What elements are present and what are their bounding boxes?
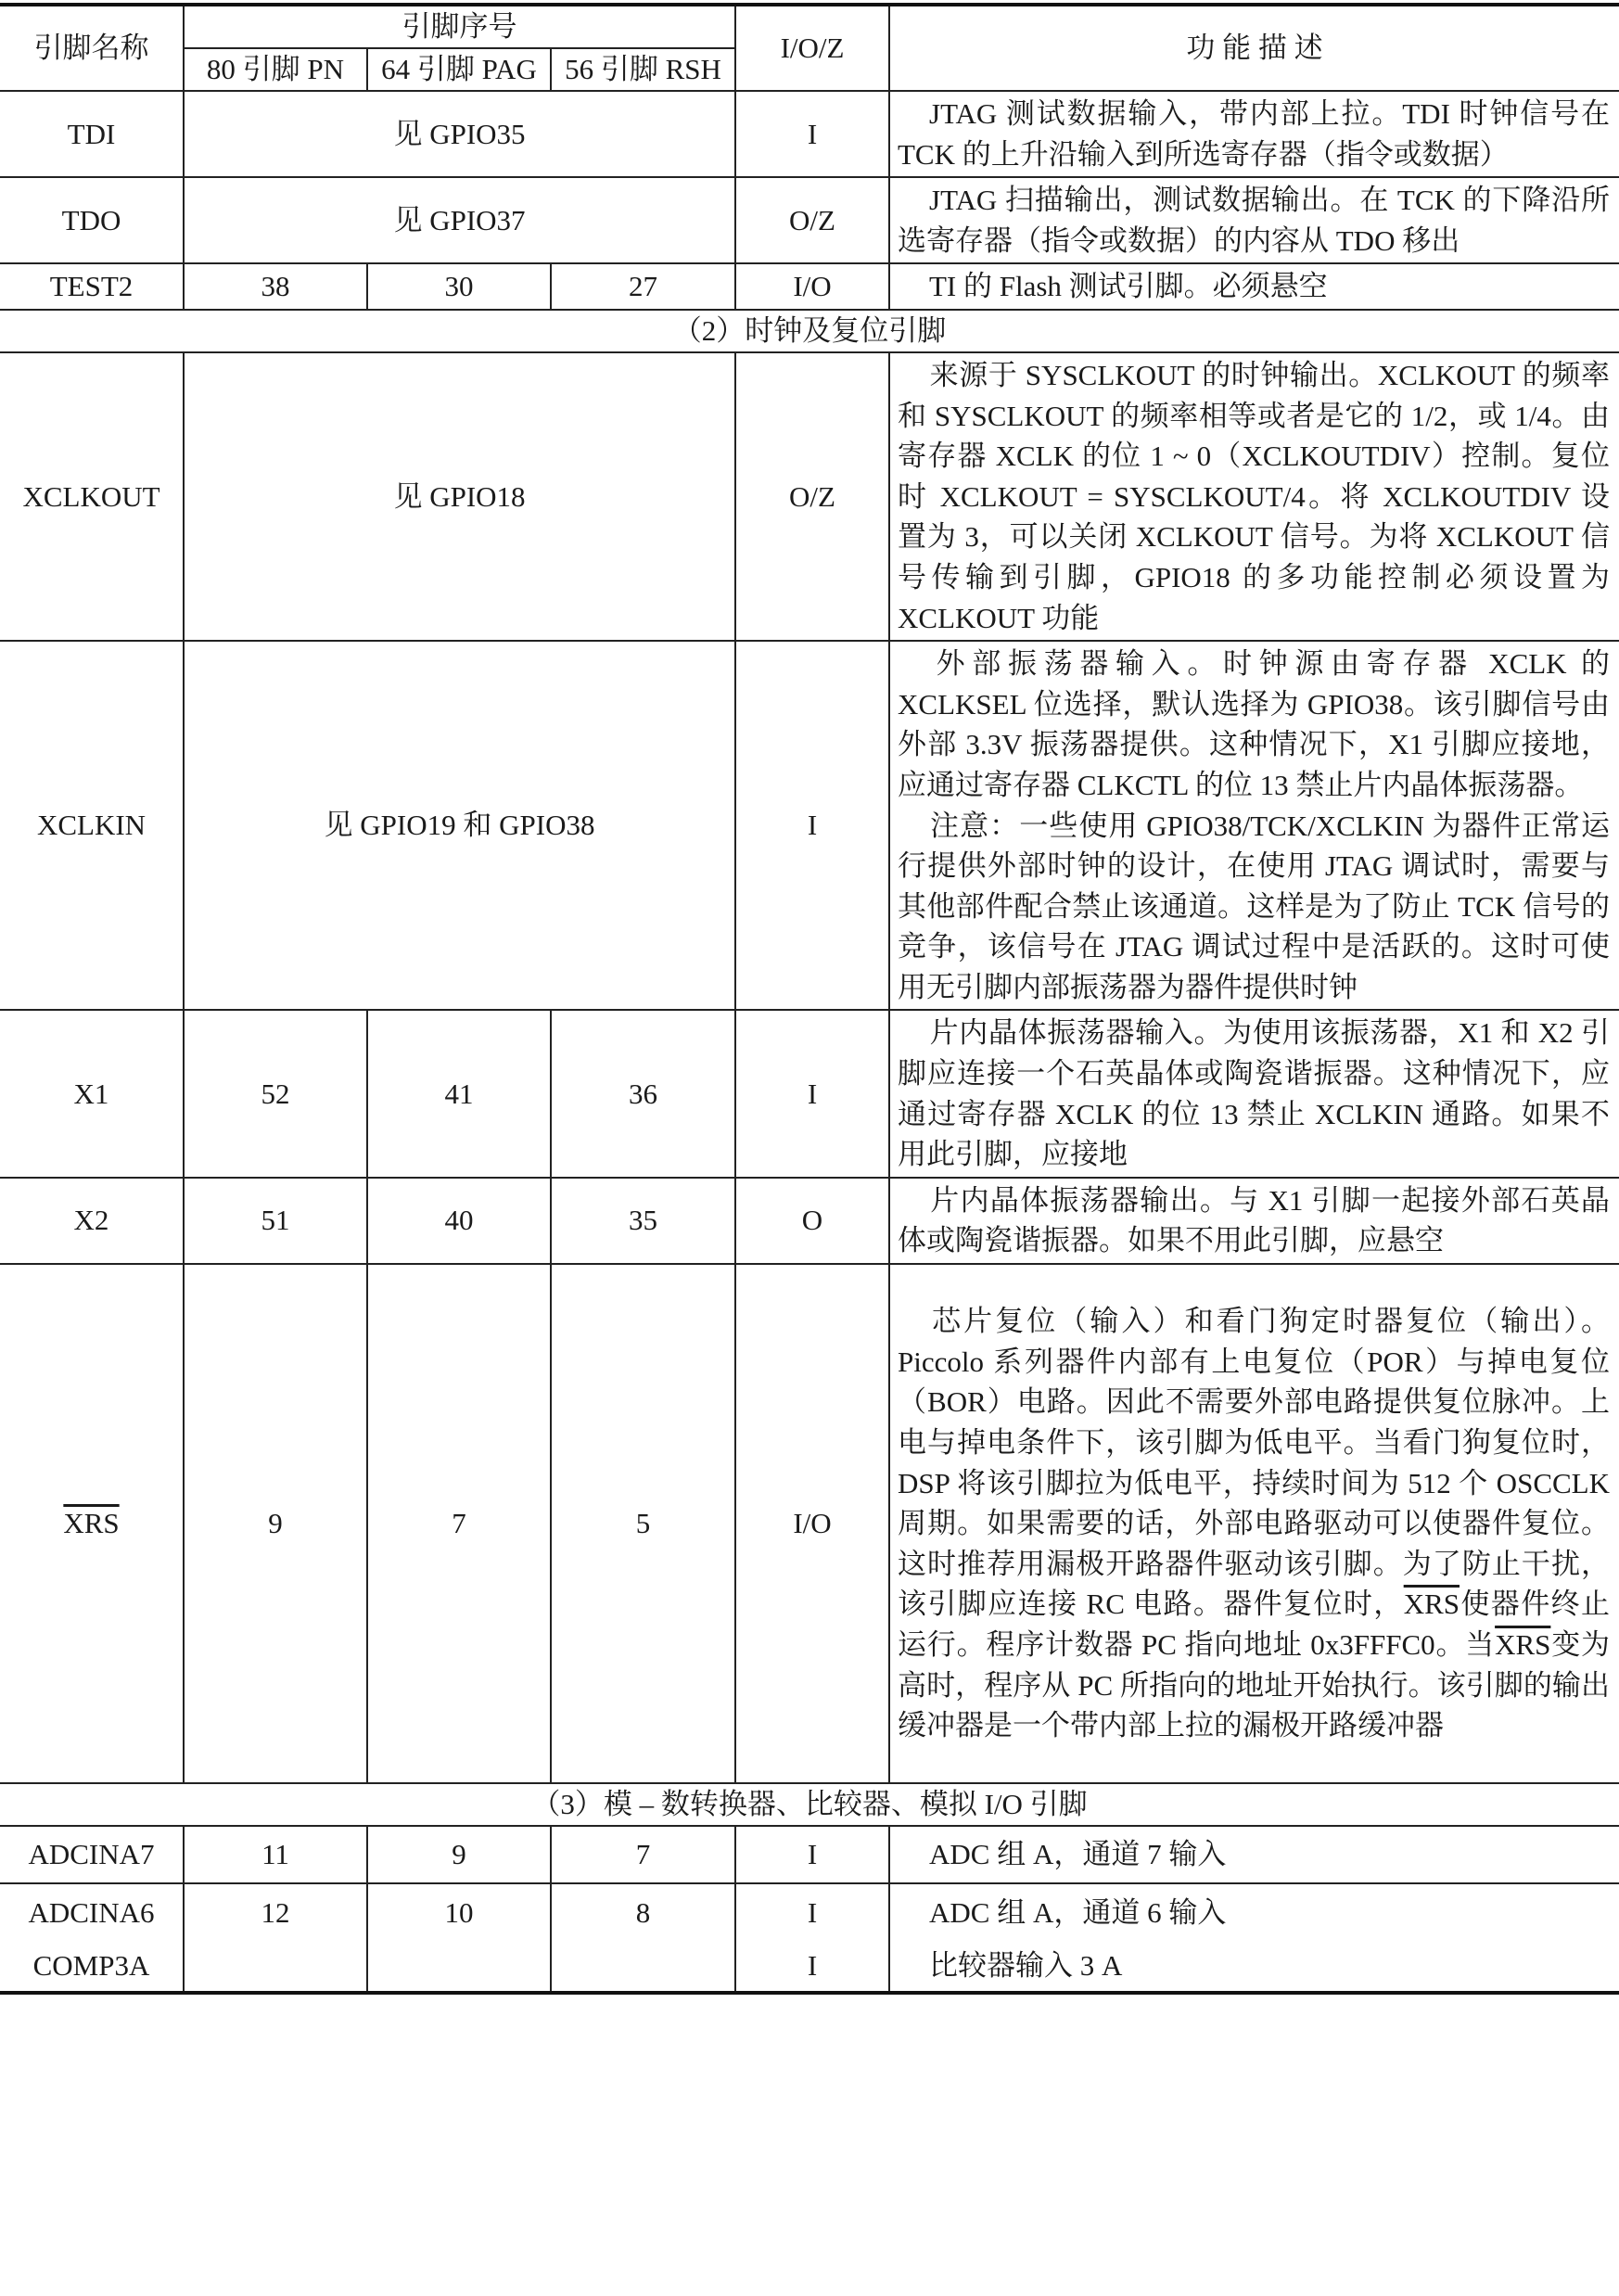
pin-pn-cell: 51 (184, 1178, 367, 1264)
pin-pag-cell: 9 (367, 1826, 551, 1883)
header-row-1 (0, 5, 1619, 48)
io-cell: I/O (735, 263, 889, 310)
pin-rsh-cell: 27 (551, 263, 735, 310)
pin-name-cell: ADCINA7 (0, 1826, 184, 1883)
table-row (0, 177, 1619, 263)
description-cell (889, 177, 1619, 263)
pin-name-cell: XCLKOUT (0, 352, 184, 641)
io-cell: I (735, 1883, 889, 1941)
header-pkg-64: 64 引脚 PAG (367, 48, 551, 91)
table-row (0, 1941, 1619, 1993)
description-text: 外部振荡器输入。时钟源由寄存器 XCLK 的 XCLKSEL 位选择，默认选择为 GPIO38。该引脚信号由外部 3.3V 振荡器提供。这种情况下，X1 引脚应接地，应通过寄存器 CLKCTL 的位 13 禁止片内晶体振荡器。 (898, 647, 1610, 801)
header-io: I/O/Z (735, 5, 889, 91)
header-pin-number: 引脚序号 (184, 5, 735, 48)
description-note-text: 注意：一些使用 GPIO38/TCK/XCLKIN 为器件正常运行提供外部时钟的设计，在使用 JTAG 调试时，需要与其他部件配合禁止该通道。这样是为了防止 TCK 信号的竞争，该信号在 JTAG 调试过程中是活跃的。这时可使用无引脚内部振荡器为器件提供时钟 (898, 809, 1610, 1003)
pin-pag-cell: 10 (367, 1883, 551, 1941)
section-heading: （2）时钟及复位引脚 (0, 310, 1619, 352)
pin-rsh-cell: 36 (551, 1010, 735, 1177)
table-row (0, 91, 1619, 177)
description-text: 芯片复位（输入）和看门狗定时器复位（输出）。Piccolo 系列器件内部有上电复位（POR）与掉电复位（BOR）电路。因此不需要外部电路提供复位脉冲。上电与掉电条件下，该引脚为低电平。当看门狗复位时，DSP 将该引脚拉为低电平，持续时间为 512 个 OSCCLK 周期。如果需要的话，外部电路驱动可以使器件复位。这时推荐用漏极开路器件驱动该引脚。为了防止干扰，该引脚应连接 RC 电路。器件复位时， (898, 1305, 1610, 1621)
description-text: ADC 组 A，通道 7 输入 (929, 1838, 1227, 1871)
pin-name-xrs: $\overline{XRS}$ (63, 1507, 120, 1540)
description-cell (889, 1883, 1619, 1941)
pin-name-cell: ADCINA6 (0, 1883, 184, 1941)
pin-pn-cell: 12 (184, 1883, 367, 1941)
pin-pn-cell: 52 (184, 1010, 367, 1177)
description-text: ADC 组 A，通道 6 输入 (929, 1895, 1227, 1929)
pin-name-cell: XCLKIN (0, 641, 184, 1010)
pin-pag-cell: 7 (367, 1264, 551, 1783)
table-row (0, 263, 1619, 310)
pin-name-cell: TDI (0, 91, 184, 177)
pin-name-cell: TEST2 (0, 263, 184, 310)
header-pkg-80: 80 引脚 PN (184, 48, 367, 91)
io-cell: I (735, 1826, 889, 1883)
signal-xrs: $\overline{XRS}$ (1403, 1588, 1460, 1621)
pin-name-cell: X1 (0, 1010, 184, 1177)
signal-xrs: $\overline{XRS}$ (1495, 1628, 1551, 1662)
description-cell (889, 641, 1619, 1010)
pin-number-cell: 见 GPIO35 (184, 91, 735, 177)
description-cell (889, 352, 1619, 641)
description-cell (889, 91, 1619, 177)
description-cell (889, 1264, 1619, 1783)
description-text: 变为高时，程序从 PC 所指向的地址开始执行。该引脚的输出缓冲器是一个带内部上拉的漏极开路缓冲器 (898, 1628, 1611, 1742)
pin-number-cell: 见 GPIO37 (184, 177, 735, 263)
pin-rsh-cell (551, 1941, 735, 1993)
pin-rsh-cell: 8 (551, 1883, 735, 1941)
section-heading: （3）模 – 数转换器、比较器、模拟 I/O 引脚 (0, 1783, 1619, 1826)
table-row (0, 1010, 1619, 1177)
description-text: 片内晶体振荡器输入。为使用该振荡器，X1 和 X2 引脚应连接一个石英晶体或陶瓷谐振器。这种情况下，应通过寄存器 XCLK 的位 13 禁止 XCLKIN 通路。如果不用此引脚，应接地 (898, 1016, 1610, 1171)
pin-rsh-cell: 5 (551, 1264, 735, 1783)
pin-name-cell: COMP3A (0, 1941, 184, 1993)
io-cell: I (735, 641, 889, 1010)
table-row (0, 641, 1619, 1010)
io-cell: I/O (735, 1264, 889, 1783)
description-text: 使器件终止运行。程序计数器 PC 指向地址 0x3FFFC0。当 (898, 1588, 1611, 1662)
table-row (0, 1178, 1619, 1264)
header-function: 功 能 描 述 (889, 5, 1619, 91)
table-row (0, 1826, 1619, 1883)
description-cell (889, 1178, 1619, 1264)
description-text: JTAG 扫描输出，测试数据输出。在 TCK 的下降沿所选寄存器（指令或数据）的内容从 TDO 移出 (898, 184, 1610, 257)
table-row (0, 1264, 1619, 1783)
pin-number-cell: 见 GPIO19 和 GPIO38 (184, 641, 735, 1010)
table-row (0, 1883, 1619, 1941)
description-text: 片内晶体振荡器输出。与 X1 引脚一起接外部石英晶体或陶瓷谐振器。如果不用此引脚，应悬空 (898, 1183, 1610, 1257)
pin-function-table (0, 3, 1619, 1995)
header-pkg-56: 56 引脚 RSH (551, 48, 735, 91)
io-cell: O/Z (735, 177, 889, 263)
table-row (0, 352, 1619, 641)
pin-pag-cell: 41 (367, 1010, 551, 1177)
description-text: JTAG 测试数据输入，带内部上拉。TDI 时钟信号在 TCK 的上升沿输入到所选寄存器（指令或数据） (898, 97, 1610, 171)
pin-name-cell (0, 1264, 184, 1783)
pin-rsh-cell: 35 (551, 1178, 735, 1264)
io-cell: I (735, 1941, 889, 1993)
pin-rsh-cell: 7 (551, 1826, 735, 1883)
pin-pn-cell (184, 1941, 367, 1993)
section-row (0, 1783, 1619, 1826)
io-cell: O/Z (735, 352, 889, 641)
description-cell (889, 1010, 1619, 1177)
description-text: 来源于 SYSCLKOUT 的时钟输出。XCLKOUT 的频率和 SYSCLKOUT 的频率相等或者是它的 1/2，或 1/4。由寄存器 XCLK 的位 1 ~ 0（XCLKOUTDIV）控制。复位时 XCLKOUT = SYSCLKOUT/4。将 XCLKOUTDIV 设置为 3，可以关闭 XCLKOUT 信号。为将 XCLKOUT 信号传输到引脚，GPIO18 的多功能控制必须设置为 XCLKOUT 功能 (898, 358, 1610, 634)
description-cell (889, 1941, 1619, 1993)
pin-pag-cell: 30 (367, 263, 551, 310)
pin-number-cell: 见 GPIO18 (184, 352, 735, 641)
pin-pag-cell (367, 1941, 551, 1993)
pin-pn-cell: 38 (184, 263, 367, 310)
io-cell: I (735, 1010, 889, 1177)
section-row (0, 310, 1619, 352)
description-text: TI 的 Flash 测试引脚。必须悬空 (929, 270, 1328, 303)
pin-name-cell: X2 (0, 1178, 184, 1264)
io-cell: I (735, 91, 889, 177)
description-text: 比较器输入 3 A (929, 1949, 1123, 1983)
pin-pn-cell: 9 (184, 1264, 367, 1783)
description-cell (889, 263, 1619, 310)
io-cell: O (735, 1178, 889, 1264)
pin-name-cell: TDO (0, 177, 184, 263)
header-pin-name: 引脚名称 (0, 5, 184, 91)
pin-pag-cell: 40 (367, 1178, 551, 1264)
pin-pn-cell: 11 (184, 1826, 367, 1883)
description-cell (889, 1826, 1619, 1883)
